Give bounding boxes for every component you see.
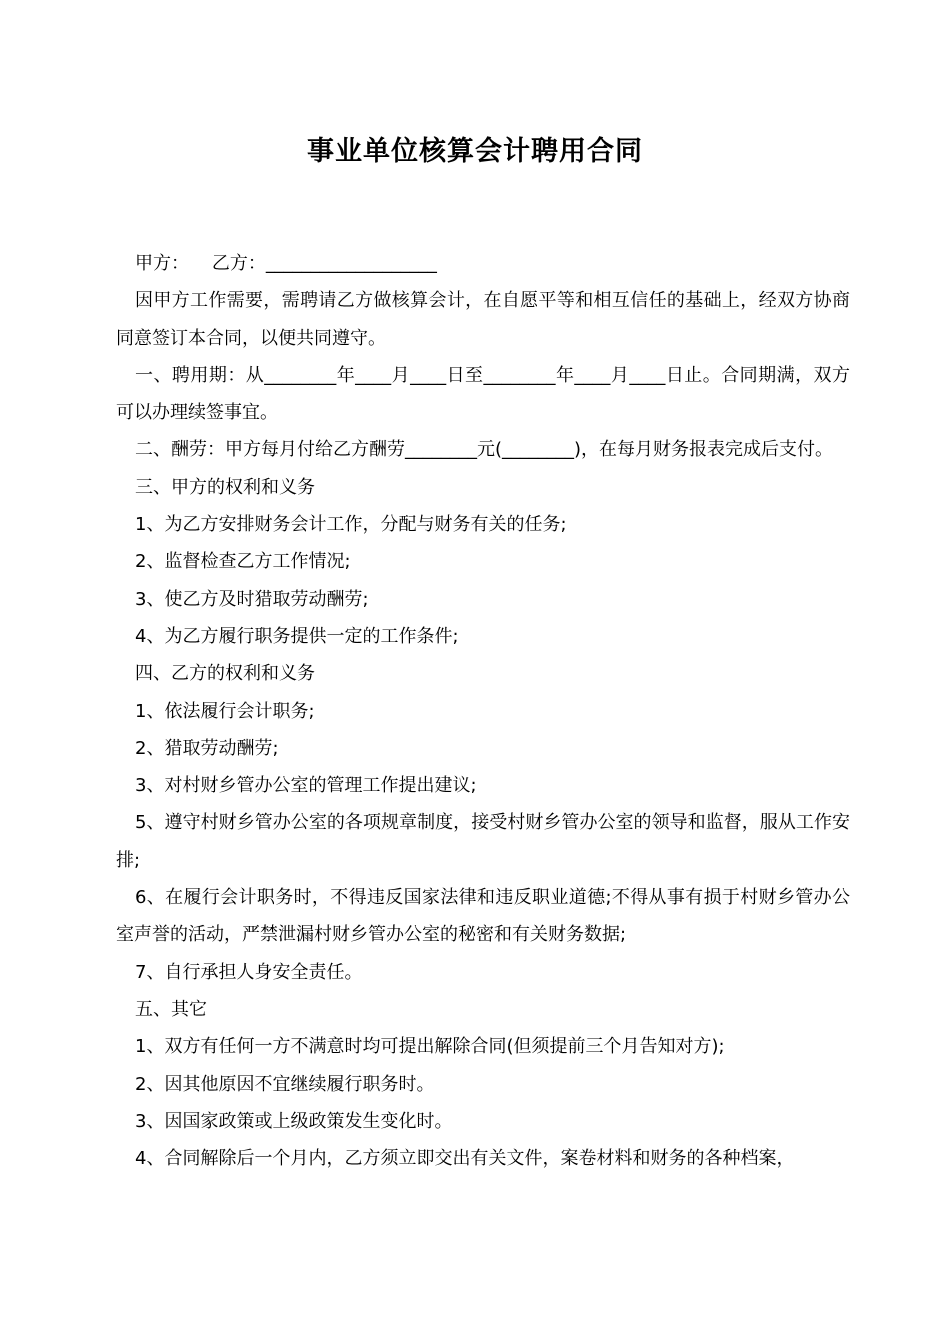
party-line: 甲方： 乙方：___________________ [135, 253, 437, 274]
section-heading: 四、乙方的权利和义务 [135, 663, 315, 685]
list-item: 7、自行承担人身安全责任。 [135, 961, 363, 983]
list-item: 6、在履行会计职务时，不得违反国家法律和违反职业道德;不得从事有损于村财乡管办公室声誉的活动，严禁泄漏村财乡管办公室的秘密和有关财务数据; [116, 887, 850, 946]
document-title: 事业单位核算会计聘用合同 [307, 136, 643, 167]
list-item: 4、为乙方履行职务提供一定的工作条件; [135, 625, 459, 647]
preamble-paragraph: 因甲方工作需要，需聘请乙方做核算会计，在自愿平等和相互信任的基础上，经双方协商同意签订本合同，以便共同遵守。 [116, 290, 850, 349]
section-heading: 五、其它 [135, 998, 207, 1020]
list-item: 1、为乙方安排财务会计工作，分配与财务有关的任务; [135, 514, 567, 536]
clause-term: 一、聘用期：从________年____月____日至________年____月____日止。合同期满，双方可以办理续签事宜。 [116, 364, 850, 424]
list-item: 5、遵守村财乡管办公室的各项规章制度，接受村财乡管办公室的领导和监督，服从工作安排; [116, 812, 850, 871]
list-item: 2、猎取劳动酬劳; [135, 737, 279, 759]
list-item: 3、因国家政策或上级政策发生变化时。 [135, 1110, 453, 1132]
list-item: 2、因其他原因不宜继续履行职务时。 [135, 1073, 435, 1095]
list-item: 3、对村财乡管办公室的管理工作提出建议; [135, 775, 477, 797]
list-item: 1、双方有任何一方不满意时均可提出解除合同(但须提前三个月告知对方); [135, 1036, 725, 1058]
list-item: 4、合同解除后一个月内，乙方须立即交出有关文件，案卷材料和财务的各种档案， [135, 1148, 795, 1170]
document-body [116, 245, 850, 1177]
section-heading: 三、甲方的权利和义务 [135, 476, 315, 498]
clause-pay: 二、酬劳：甲方每月付给乙方酬劳________元(________)，在每月财务报表完成后支付。 [135, 439, 834, 461]
list-item: 2、监督检查乙方工作情况; [135, 551, 351, 573]
list-item: 1、依法履行会计职务; [135, 700, 315, 722]
list-item: 3、使乙方及时猎取劳动酬劳; [135, 588, 369, 610]
